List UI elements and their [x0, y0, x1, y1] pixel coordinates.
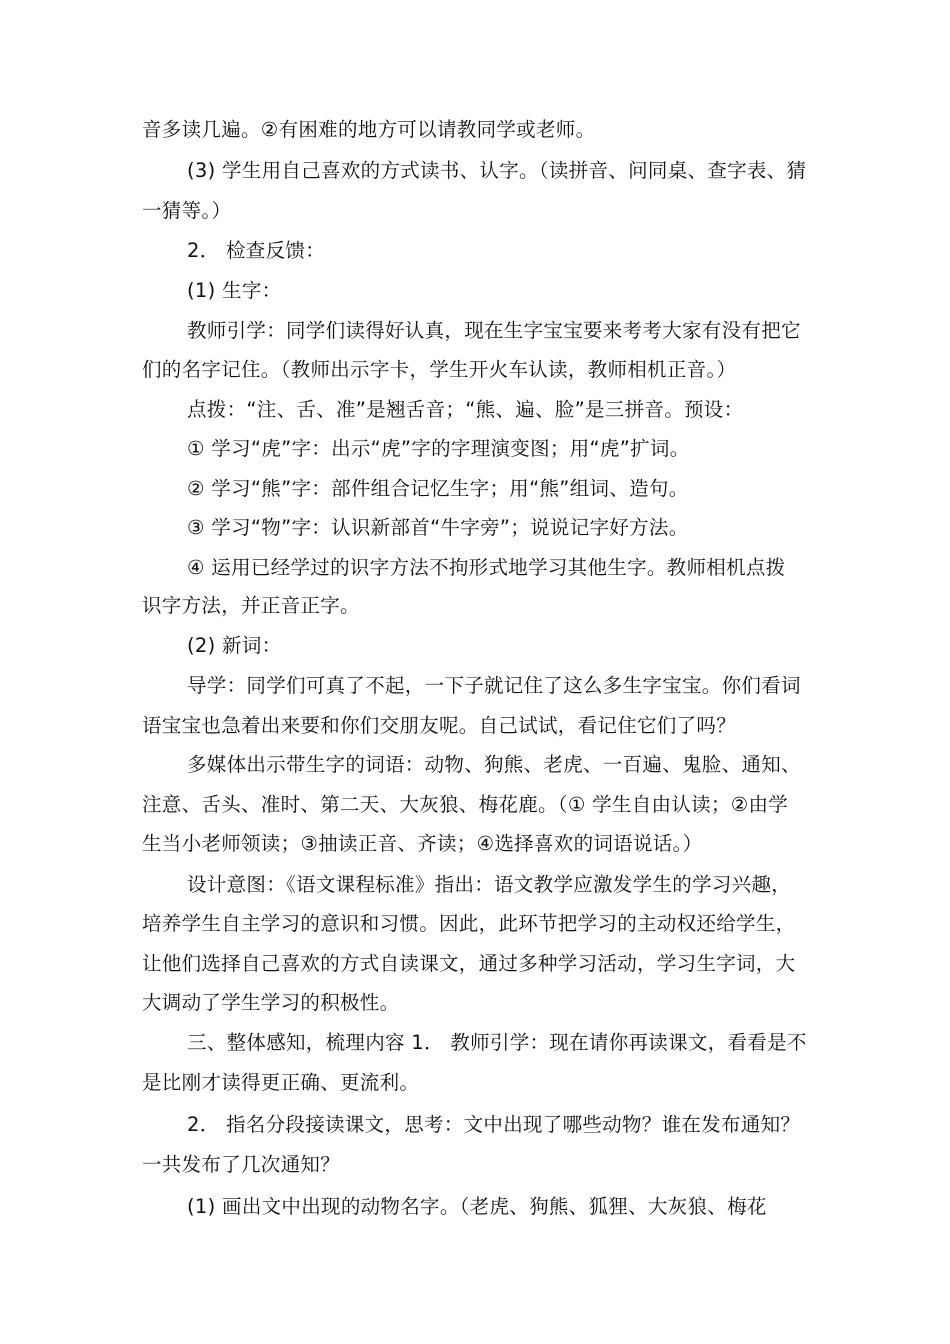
- text-line: (3) 学生用自己喜欢的方式读书、认字。（读拼音、问同桌、查字表、猜: [187, 159, 807, 182]
- sub-heading: (1) 生字：: [187, 279, 282, 302]
- list-item: ③ 学习“物”字：认识新部首“牛字旁”；说说记字好方法。: [187, 516, 689, 539]
- text-line: 点拨：“注、舌、准”是翘舌音；“熊、遍、脸”是三拼音。预设：: [187, 398, 744, 421]
- text-line: 导学：同学们可真了不起，一下子就记住了这么多生字宝宝。你们看词: [187, 674, 801, 697]
- list-item: ① 学习“虎”字：出示“虎”字的字理演变图；用“虎”扩词。: [187, 437, 690, 460]
- text-line: 们的名字记住。（教师出示字卡，学生开火车认读，教师相机正音。）: [142, 358, 737, 381]
- sub-heading: (2) 新词：: [187, 634, 282, 657]
- text-line: 语宝宝也急着出来要和你们交朋友呢。自己试试，看记住它们了吗？: [142, 714, 737, 737]
- text-line: 是比刚才读得更正确、更流利。: [142, 1071, 420, 1094]
- text-line: 2． 指名分段接读课文，思考：文中出现了哪些动物？谁在发布通知？: [187, 1113, 801, 1136]
- section-heading: 三、整体感知，梳理内容 1． 教师引学：现在请你再读课文，看看是不: [187, 1031, 807, 1054]
- text-line: 生当小老师领读；③抽读正音、齐读；④选择喜欢的词语说话。）: [142, 832, 703, 855]
- text-line: 一猜等。）: [142, 199, 232, 222]
- text-line: 培养学生自主学习的意识和习惯。因此，此环节把学习的主动权还给学生，: [142, 912, 796, 935]
- section-heading: 2． 检查反馈：: [187, 239, 326, 262]
- text-line: 让他们选择自己喜欢的方式自读课文，通过多种学习活动，学习生字词，大: [142, 952, 796, 975]
- text-line: 大调动了学生学习的积极性。: [142, 991, 400, 1014]
- text-line: 注意、舌头、准时、第二天、大灰狼、梅花鹿。（① 学生自由认读；②由学: [142, 793, 789, 816]
- text-line: (1) 画出文中出现的动物名字。（老虎、狗熊、狐狸、大灰狼、梅花: [187, 1195, 767, 1218]
- text-line: 设计意图：《语文课程标准》指出：语文教学应激发学生的学习兴趣，: [187, 873, 792, 896]
- list-item: ④ 运用已经学过的识字方法不拘形式地学习其他生字。教师相机点拨: [187, 556, 786, 579]
- text-line: 一共发布了几次通知？: [142, 1153, 341, 1176]
- text-line: 识字方法，并正音正字。: [142, 594, 360, 617]
- text-line: 教师引学：同学们读得好认真，现在生字宝宝要来考考大家有没有把它: [187, 319, 801, 342]
- text-line: 多媒体出示带生字的词语：动物、狗熊、老虎、一百遍、鬼脸、通知、: [187, 753, 801, 776]
- list-item: ② 学习“熊”字：部件组合记忆生字；用“熊”组词、造句。: [187, 477, 689, 500]
- text-line: 音多读几遍。②有困难的地方可以请教同学或老师。: [142, 118, 596, 141]
